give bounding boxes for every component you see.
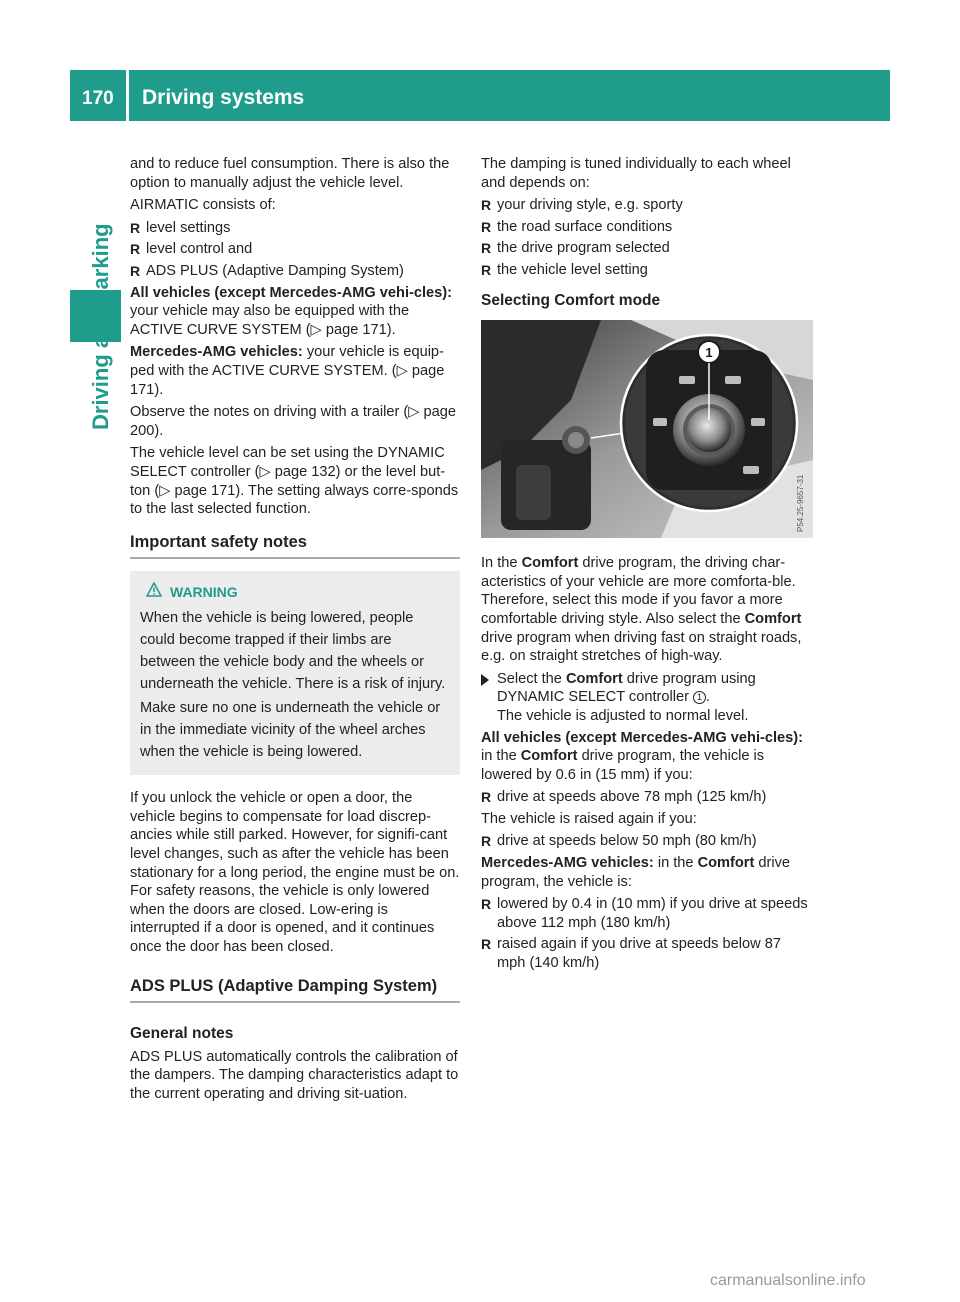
- amg-text: drive program, the vehicle is:: [481, 855, 791, 890]
- list-item: R level settings: [130, 219, 460, 238]
- controller-photo: [481, 320, 813, 538]
- step-text: Select the: [497, 670, 566, 687]
- step-arrow-icon: [481, 674, 489, 686]
- list-item: R the vehicle level setting: [481, 261, 813, 280]
- comfort-intro: [481, 554, 813, 666]
- dynamic-select-text: The vehicle level can be set using the DYNAMIC SELECT controller (▷ page 132) or the level but-ton (▷ page 171). The setting always corre-sponds to the last selected function.: [130, 445, 459, 518]
- ads-heading: ADS PLUS (Adaptive Damping System): [130, 977, 460, 1004]
- callout-1-icon: 1: [693, 691, 706, 704]
- amg-para: [130, 343, 460, 399]
- section-title: Driving systems: [142, 86, 305, 109]
- all-vehicles-para: [481, 729, 813, 785]
- figure-callout: 1: [705, 345, 713, 361]
- left-column: [130, 155, 460, 1108]
- comfort-intro-text: drive program, the driving char-acteristics of your vehicle are more comforta-ble. Therefore, select this mode if you favor a more comfortable driving style. Also select the: [481, 555, 796, 627]
- list-item: R the drive program selected: [481, 239, 813, 258]
- header-divider: [126, 70, 129, 121]
- list-item: R level control and: [130, 240, 460, 259]
- general-notes-text: ADS PLUS automatically controls the calibration of the dampers. The damping characteristics adapt to the current operating and driving sit-uation.: [130, 1048, 459, 1102]
- comfort-heading: Selecting Comfort mode: [481, 291, 661, 309]
- trailer-text: Observe the notes on driving with a trailer (▷ page 200).: [130, 404, 456, 439]
- all-vehicles-para: [130, 284, 460, 340]
- figure-code: P54.25-9657-31: [796, 474, 805, 533]
- safety-heading: Important safety notes: [130, 533, 460, 560]
- unlock-text: If you unlock the vehicle or open a door, the vehicle begins to compensate for load discrep-ancies while still parked. However, for signifi-cant level changes, such as after the vehicle has been stationary for a long period, the engine must be on. For safety reasons, the vehicle is only lowered when the doors are closed. Low-ering is interrupted if a door is opened, and it continues once the door has been closed.: [130, 790, 460, 956]
- comfort-intro-text: drive program when driving fast on straight roads, e.g. on straight stretches of high-way.: [481, 629, 802, 665]
- comfort-term: Comfort: [697, 855, 755, 872]
- amg-label: Mercedes-AMG vehicles:: [481, 855, 654, 872]
- consists-text: AIRMATIC consists of:: [130, 197, 276, 214]
- all-vehicles-label: All vehicles (except Mercedes-AMG vehi-cles):: [481, 729, 803, 746]
- page-number: 170: [82, 88, 114, 109]
- comfort-term: Comfort: [520, 748, 578, 765]
- raised-text: The vehicle is raised again if you:: [481, 810, 697, 827]
- warning-label: WARNING: [170, 584, 238, 601]
- warning-text: Make sure no one is underneath the vehicle or in the immediate vicinity of the wheel arches when the vehicle is being lowered.: [140, 700, 441, 761]
- comfort-intro-text: In the: [481, 555, 522, 572]
- warning-text: When the vehicle is being lowered, people could become trapped if their limbs are between the vehicle body and the wheels or underneath the vehicle. There is a risk of injury.: [140, 610, 446, 693]
- comfort-term: Comfort: [744, 610, 802, 627]
- list-item: R lowered by 0.4 in (10 mm) if you drive at speeds above 112 mph (180 km/h): [481, 895, 813, 932]
- side-tab-marker: [70, 290, 121, 342]
- footer-watermark: carmanualsonline.info: [710, 1272, 866, 1289]
- general-notes-heading: General notes: [130, 1025, 234, 1043]
- amg-label: Mercedes-AMG vehicles:: [130, 344, 303, 361]
- all-vehicles-label: All vehicles (except Mercedes-AMG vehi-cles):: [130, 284, 452, 301]
- damping-text: The damping is tuned individually to each wheel and depends on:: [481, 156, 791, 191]
- warning-triangle-icon: [146, 581, 162, 603]
- amg-para: [481, 854, 813, 891]
- all-vehicles-text: drive program, the vehicle is lowered by 0.6 in (15 mm) if you:: [481, 748, 765, 783]
- step-text: drive program using DYNAMIC SELECT controller: [497, 670, 756, 706]
- list-item: R your driving style, e.g. sporty: [481, 196, 813, 215]
- step-text: .: [706, 689, 711, 706]
- amg-text: in the: [653, 855, 698, 872]
- comfort-term: Comfort: [565, 670, 623, 687]
- list-item: R drive at speeds below 50 mph (80 km/h): [481, 832, 813, 851]
- list-item: R ADS PLUS (Adaptive Damping System): [130, 262, 460, 281]
- comfort-term: Comfort: [521, 555, 579, 572]
- warning-box: [130, 571, 460, 775]
- all-vehicles-text: your vehicle may also be equipped with the ACTIVE CURVE SYSTEM (▷ page 171).: [130, 303, 410, 338]
- list-item: R the road surface conditions: [481, 218, 813, 237]
- instruction-step: [481, 670, 813, 726]
- amg-text: your vehicle is equip-ped with the ACTIVE CURVE SYSTEM. (▷ page 171).: [130, 344, 445, 398]
- list-item: R drive at speeds above 78 mph (125 km/h): [481, 788, 813, 807]
- all-vehicles-text: in the: [481, 748, 521, 765]
- list-item: R raised again if you drive at speeds below 87 mph (140 km/h): [481, 935, 813, 972]
- step-result: The vehicle is adjusted to normal level.: [497, 707, 749, 724]
- intro-text: and to reduce fuel consumption. There is also the option to manually adjust the vehicle level.: [130, 156, 450, 191]
- warning-header: [146, 581, 450, 603]
- controller-illustration: [481, 320, 813, 538]
- right-column: [481, 155, 813, 976]
